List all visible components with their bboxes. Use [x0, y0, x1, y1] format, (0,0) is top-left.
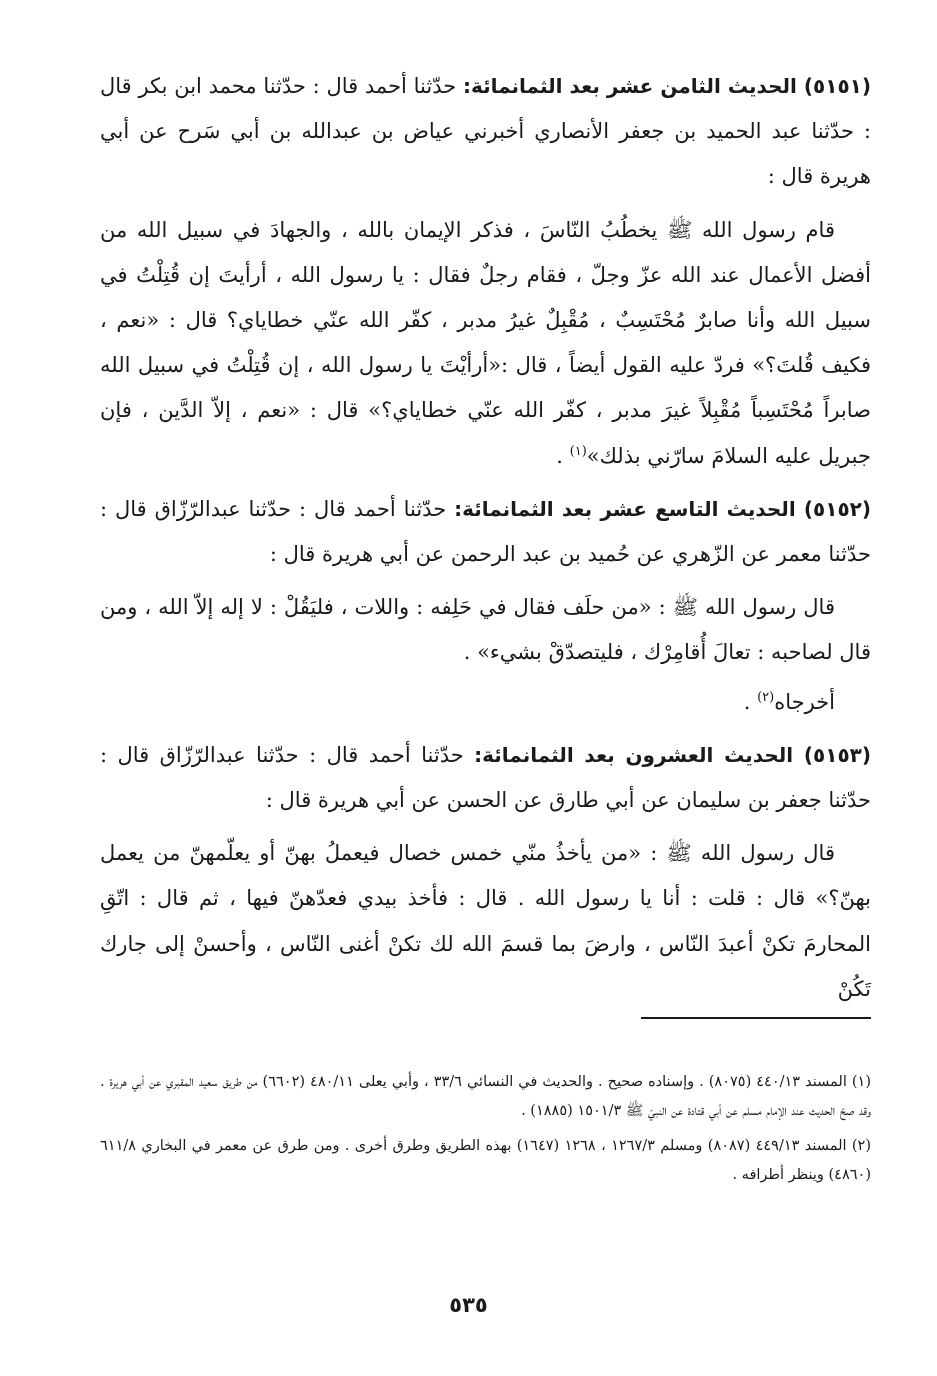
main-text [100, 64, 871, 1020]
page-number: ٥٣٥ [449, 1293, 488, 1317]
footnote-2: (٢) المسند ٤٤٩/١٣ (٨٠٨٧) ومسلم ١٢٦٧/٣ ، ١٢٦٨ (١٦٤٧) بهذه الطريق وطرق أخرى . ومن طرق عن معمر في البخاري ٦١١/٨ (٤٨٦٠) وينظر أطرافه . [100, 1138, 872, 1183]
footnote-reference: (١) [569, 443, 587, 459]
hadith-heading: (٥١٥١) الحديث الثامن عشر بعد الثمانمائة: [462, 74, 871, 98]
takhrij-text: أخرجاه [774, 689, 835, 714]
footnote-1: (١) المسند ٤٤٠/١٣ (٨٠٧٥) . وإسناده صحيح . والحديث في النسائي ٣٣/٦ ، وأبي يعلى ٤٨٠/١١ (٦٦٠٢) من طريق سعيد المقبري عن أبي هريرة . وقد صحّ الحديث عند الإمام مسلم عن أبي قتادة عن النبيّ ﷺ ١٥٠١/٣ (١٨٨٥) . [100, 1074, 871, 1119]
matn-text: قال رسول الله ﷺ : «من يأخذُ منّي خمس خصال فيعملُ بهنّ أو يعلّمهنّ من يعمل بهنّ؟» قال : قلت : أنا يا رسول الله . قال : فأخذ بيدي فعدّهنّ فيها ، ثم قال : اتّقِ المحارمَ تكنْ أعبدَ النّاس ، وارضَ بما قسمَ الله لك تكنْ أغنى النّاس ، وأحسنْ إلى جارك تَكُنْ [100, 841, 871, 1001]
isnad-text: حدّثنا أحمد قال : حدّثنا محمد ابن بكر قال : حدّثنا عبد الحميد بن جعفر الأنصاري أخبرني عياض بن عبدالله بن أبي سَرح عن أبي هريرة قال : [100, 74, 871, 189]
footnote-separator [641, 1017, 871, 1019]
matn-text: قام رسول الله ﷺ يخطُبُ النّاسَ ، فذكر الإيمان بالله ، والجهادَ في سبيل الله من أفضل الأعمال عند الله عزّ وجلّ ، فقام رجلٌ فقال : يا رسول الله ، أرأيتَ إن قُتِلْتُ في سبيل الله وأنا صابرٌ مُحْتَسِبٌ ، مُقْبِلٌ غيرُ مدبر ، كفّر الله عنّي خطاياي؟ قال : «نعم ، فكيف قُلتَ؟» فردّ عليه القول أيضاً ، قال :«أرأيْتَ يا رسول الله ، إن قُتِلْتُ في سبيل الله صابراً مُحْتَسِباً مُقْبِلاً غيرَ مدبر ، كفّر الله عنّي خطاياي؟» قال : «نعم ، إلاّ الدَّين ، فإن جبريل عليه السلامَ سارّني بذلك» [100, 217, 871, 468]
hadith-heading: (٥١٥٣) الحديث العشرون بعد الثمانمائة: [474, 742, 871, 767]
hadith-5153-isnad [100, 733, 871, 823]
hadith-5152-isnad [100, 487, 871, 577]
isnad-text: حدّثنا أحمد قال : حدّثنا عبدالرّزّاق قال : حدّثنا جعفر بن سليمان عن أبي طارق عن الحسن عن أبي هريرة قال : [100, 742, 871, 813]
hadith-5151-isnad [100, 64, 871, 200]
matn-end: . [556, 443, 570, 468]
hadith-5152-takhrij [100, 680, 871, 725]
isnad-text: حدّثنا أحمد قال : حدّثنا عبدالرّزّاق قال : حدّثنا معمر عن الزّهري عن حُميد بن عبد الرحمن عن أبي هريرة قال : [100, 496, 871, 567]
hadith-5153-matn [100, 831, 871, 1012]
hadith-heading: (٥١٥٢) الحديث التاسع عشر بعد الثمانمائة: [454, 496, 872, 521]
footnote-reference: (٢) [757, 689, 775, 705]
footnotes [100, 1068, 871, 1196]
hadith-5152-matn [100, 585, 871, 675]
takhrij-end: . [743, 689, 758, 714]
hadith-5151-matn [100, 208, 871, 479]
matn-text: قال رسول الله ﷺ : «من حلَف فقال في حَلِفه : واللات ، فليَقُلْ : لا إله إلاّ الله ، ومن قال لصاحبه : تعالَ أُقامِرْك ، فليتصدّقْ بشيء» . [100, 595, 871, 665]
